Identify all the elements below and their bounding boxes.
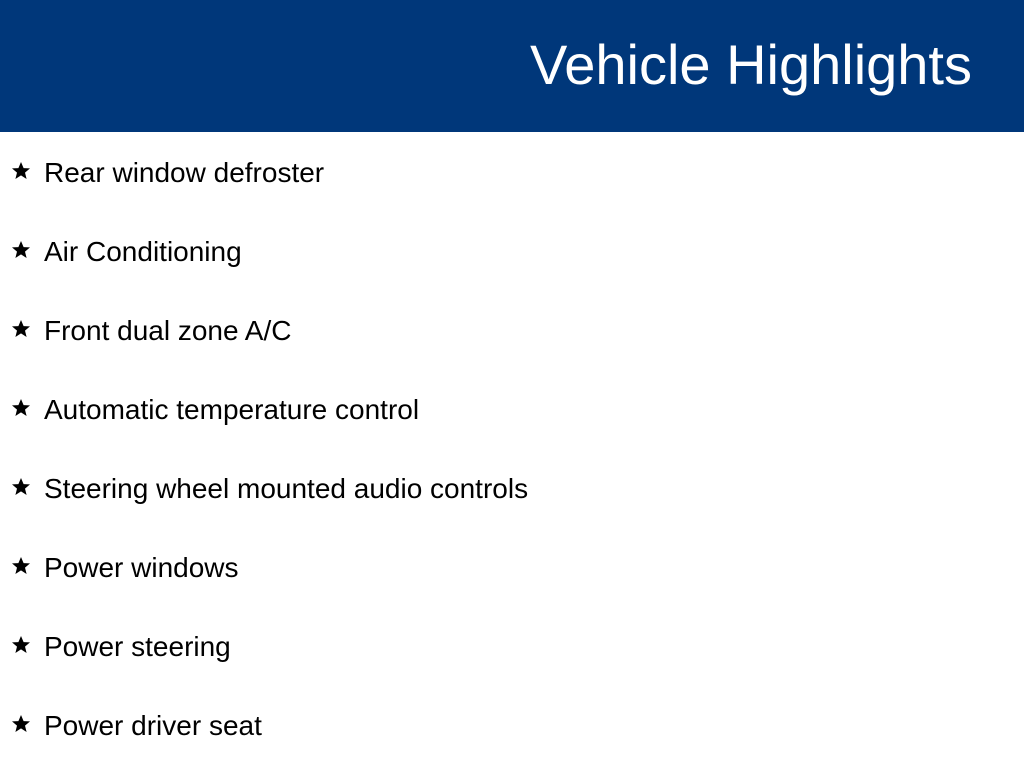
slide-title: Vehicle Highlights <box>529 33 972 96</box>
list-item <box>0 152 1000 192</box>
star-icon <box>11 398 31 418</box>
list-item <box>0 389 1000 429</box>
title-banner <box>0 0 1024 132</box>
list-item <box>0 705 1000 745</box>
list-item-label: Power steering <box>44 631 231 662</box>
star-icon <box>11 240 31 260</box>
list-item <box>0 468 1000 508</box>
list-item-label: Air Conditioning <box>44 236 242 267</box>
list-item-label: Steering wheel mounted audio controls <box>44 473 529 504</box>
list-item-label: Power windows <box>44 552 239 583</box>
list-item <box>0 310 1000 350</box>
list-item <box>0 626 1000 666</box>
star-icon <box>11 635 31 655</box>
list-item-label: Power driver seat <box>44 710 262 741</box>
list-item-label: Rear window defroster <box>44 157 325 188</box>
list-item-label: Automatic temperature control <box>44 394 420 425</box>
star-icon <box>11 714 31 734</box>
list-item <box>0 231 1000 271</box>
list-item <box>0 547 1000 587</box>
star-icon <box>11 161 31 181</box>
star-icon <box>11 556 31 576</box>
list-item-label: Front dual zone A/C <box>44 315 292 346</box>
star-icon <box>11 319 31 339</box>
star-icon <box>11 477 31 497</box>
